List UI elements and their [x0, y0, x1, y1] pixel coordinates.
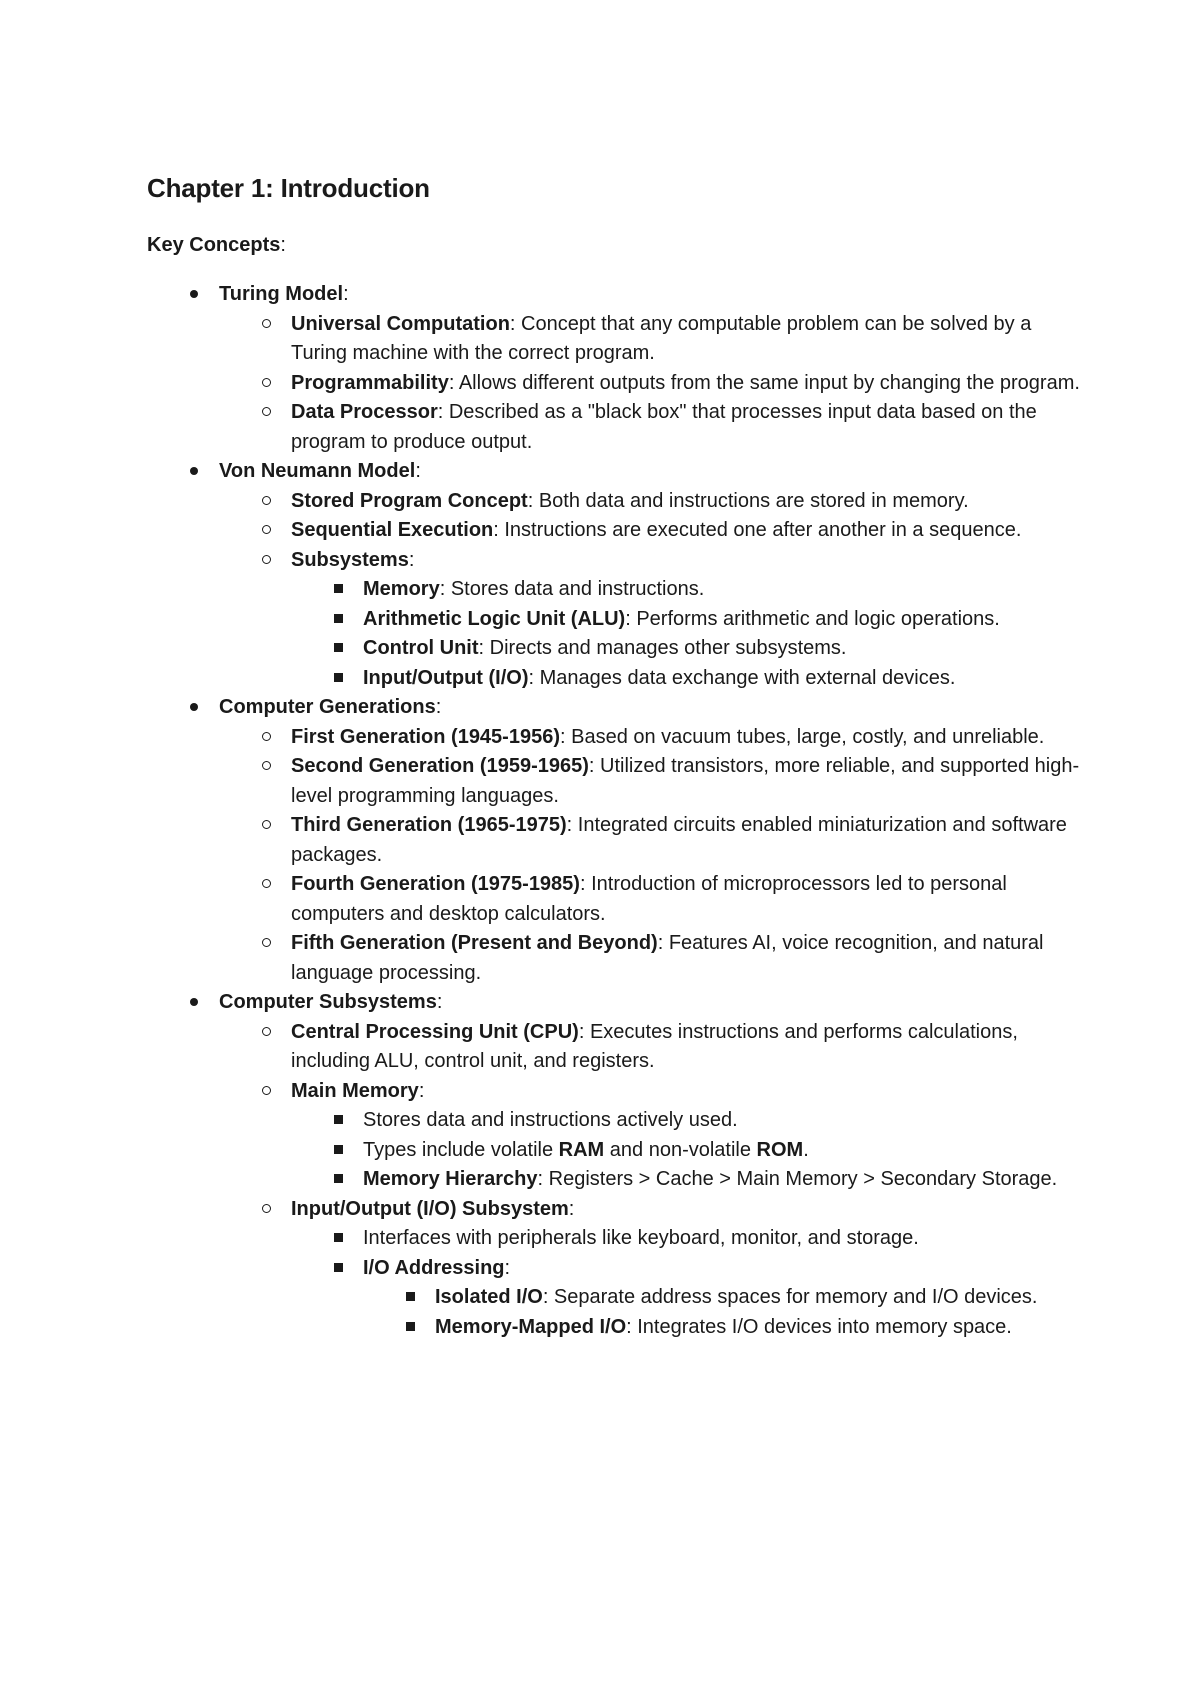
bullet-disc-icon: [184, 457, 204, 487]
list-item: Arithmetic Logic Unit (ALU): Performs arithmetic and logic operations.: [291, 605, 1080, 635]
bullet-circle-icon: [256, 723, 276, 753]
list-item: Memory: Stores data and instructions.: [291, 575, 1080, 605]
bullet-square-icon: [328, 1136, 348, 1166]
bullet-circle-icon: [256, 516, 276, 546]
list-item: I/O Addressing: Isolated I/O: Separate address spaces for memory and I/O devices. Memory-Mapped I/O: Integrates I/O devices into memory space.: [291, 1254, 1080, 1343]
list-item: Von Neumann Model: Stored Program Concept: Both data and instructions are stored in memory. Sequential Execution: Instructions are executed one after another in a sequence. Subsystems: Memory: Stores data and instructions. Arithmetic Logic Unit (ALU): Performs arithmetic and logic operations. Control Unit: Directs and manages other subsystems. Input/Output (I/O): Manages data exchange with external devices.: [147, 457, 1080, 693]
bullet-square-icon: [400, 1313, 420, 1343]
bullet-circle-icon: [256, 1195, 276, 1225]
bullet-circle-icon: [256, 929, 276, 959]
list-item: Stores data and instructions actively used.: [291, 1106, 1080, 1136]
page-title: Chapter 1: Introduction: [147, 173, 430, 203]
list-item: Types include volatile RAM and non-volatile ROM.: [291, 1136, 1080, 1166]
list-item: Main Memory: Stores data and instructions actively used. Types include volatile RAM and non-volatile ROM. Memory Hierarchy: Registers > Cache > Main Memory > Secondary Storage.: [219, 1077, 1080, 1195]
bullet-circle-icon: [256, 752, 276, 782]
bullet-square-icon: [328, 605, 348, 635]
list-item: Computer Subsystems: Central Processing Unit (CPU): Executes instructions and performs calculations, including ALU, control unit, and registers. Main Memory: Stores data and instructions actively used. Types include volatile RAM and non-volatile ROM. Memory Hierarchy: Registers > Cache > Main Memory > Secondary Storage. Input/Output (I/O) Subsystem: Interfaces with peripherals like keyboard, monitor, and storage. I/O Addressing: Isolated I/O: Separate address spaces for memory and I/O devices. Memory-Mapped I/O: Integrates I/O devices into memory space.: [147, 988, 1080, 1342]
list-item: Fifth Generation (Present and Beyond): Features AI, voice recognition, and natural language processing.: [219, 929, 1080, 988]
bullet-disc-icon: [184, 280, 204, 310]
list-item: Subsystems: Memory: Stores data and instructions. Arithmetic Logic Unit (ALU): Performs arithmetic and logic operations. Control Unit: Directs and manages other subsystems. Input/Output (I/O): Manages data exchange with external devices.: [219, 546, 1080, 694]
bullet-square-icon: [328, 1254, 348, 1284]
bullet-square-icon: [328, 634, 348, 664]
bullet-square-icon: [328, 1106, 348, 1136]
list-item: Third Generation (1965-1975): Integrated circuits enabled miniaturization and software packages.: [219, 811, 1080, 870]
list-item: Control Unit: Directs and manages other subsystems.: [291, 634, 1080, 664]
bullet-square-icon: [328, 1165, 348, 1195]
list-item: Input/Output (I/O) Subsystem: Interfaces with peripherals like keyboard, monitor, and storage. I/O Addressing: Isolated I/O: Separate address spaces for memory and I/O devices. Memory-Mapped I/O: Integrates I/O devices into memory space.: [219, 1195, 1080, 1343]
bullet-circle-icon: [256, 546, 276, 576]
bullet-square-icon: [328, 575, 348, 605]
list-item: Memory Hierarchy: Registers > Cache > Main Memory > Secondary Storage.: [291, 1165, 1080, 1195]
bullet-circle-icon: [256, 1077, 276, 1107]
bullet-circle-icon: [256, 369, 276, 399]
list-item: Computer Generations: First Generation (1945-1956): Based on vacuum tubes, large, costly, and unreliable. Second Generation (1959-1965): Utilized transistors, more reliable, and supported high-level programming languages. Third Generation (1965-1975): Integrated circuits enabled miniaturization and software packages. Fourth Generation (1975-1985): Introduction of microprocessors led to personal computers and desktop calculators. Fifth Generation (Present and Beyond): Features AI, voice recognition, and natural language processing.: [147, 693, 1080, 988]
list-item: Interfaces with peripherals like keyboard, monitor, and storage.: [291, 1224, 1080, 1254]
bullet-circle-icon: [256, 398, 276, 428]
list-item: Data Processor: Described as a "black box" that processes input data based on the program to produce output.: [219, 398, 1080, 457]
list-item: Stored Program Concept: Both data and instructions are stored in memory.: [219, 487, 1080, 517]
list-item: Universal Computation: Concept that any computable problem can be solved by a Turing machine with the correct program.: [219, 310, 1080, 369]
concepts-list: [147, 280, 1080, 1342]
bullet-circle-icon: [256, 870, 276, 900]
bullet-square-icon: [328, 664, 348, 694]
list-item: Isolated I/O: Separate address spaces for memory and I/O devices.: [363, 1283, 1080, 1313]
list-item: Central Processing Unit (CPU): Executes instructions and performs calculations, including ALU, control unit, and registers.: [219, 1018, 1080, 1077]
key-concepts-heading: Key Concepts:: [147, 234, 286, 256]
bullet-circle-icon: [256, 487, 276, 517]
bullet-disc-icon: [184, 693, 204, 723]
list-item: Fourth Generation (1975-1985): Introduction of microprocessors led to personal computers and desktop calculators.: [219, 870, 1080, 929]
list-item: Sequential Execution: Instructions are executed one after another in a sequence.: [219, 516, 1080, 546]
list-item: Input/Output (I/O): Manages data exchange with external devices.: [291, 664, 1080, 694]
list-item: Programmability: Allows different outputs from the same input by changing the program.: [219, 369, 1080, 399]
list-item: Turing Model: Universal Computation: Concept that any computable problem can be solved by a Turing machine with the correct program. Programmability: Allows different outputs from the same input by changing the program. Data Processor: Described as a "black box" that processes input data based on the program to produce output.: [147, 280, 1080, 457]
list-item: First Generation (1945-1956): Based on vacuum tubes, large, costly, and unreliable.: [219, 723, 1080, 753]
bullet-disc-icon: [184, 988, 204, 1018]
bullet-circle-icon: [256, 1018, 276, 1048]
list-item: Memory-Mapped I/O: Integrates I/O devices into memory space.: [363, 1313, 1080, 1343]
bullet-square-icon: [400, 1283, 420, 1313]
bullet-square-icon: [328, 1224, 348, 1254]
bullet-circle-icon: [256, 310, 276, 340]
bullet-circle-icon: [256, 811, 276, 841]
list-item: Second Generation (1959-1965): Utilized transistors, more reliable, and supported high-level programming languages.: [219, 752, 1080, 811]
